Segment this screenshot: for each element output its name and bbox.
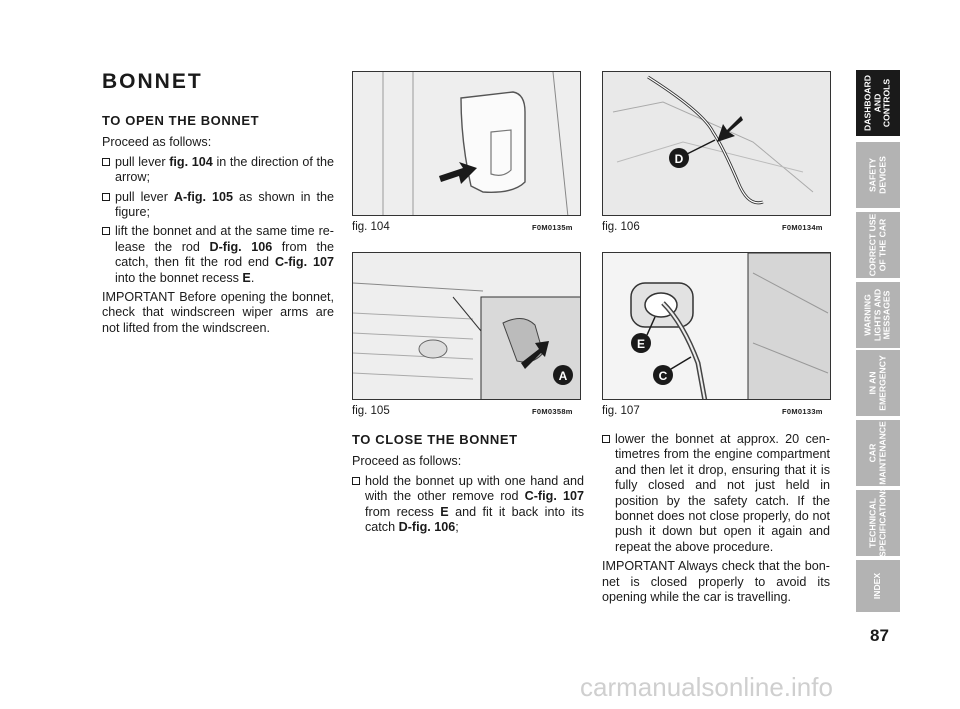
callout-a-label: A — [558, 369, 568, 383]
chapter-tab-label: SAFETY DEVICES — [867, 156, 887, 194]
fig-106-code: F0M0134m — [782, 223, 823, 232]
page-title: BONNET — [102, 70, 203, 93]
fig-ref: C-fig. 107 — [274, 255, 335, 270]
chapter-tab-label: INDEX — [872, 572, 883, 600]
bonnet-lever-illustration — [353, 72, 581, 216]
chapter-tab-correct-use[interactable] — [856, 212, 900, 278]
footer-watermark: carmanualsonline.info — [580, 672, 833, 702]
fig-105-caption: fig. 105 — [352, 405, 390, 417]
chapter-tab-warning-lights[interactable] — [856, 282, 900, 348]
fig-105-code: F0M0358m — [532, 407, 573, 416]
chapter-tab-index[interactable] — [856, 560, 900, 612]
fig-ref: E — [242, 270, 251, 285]
fig-ref: D-fig. 106 — [209, 239, 273, 254]
close-bonnet-continued — [602, 432, 830, 609]
bonnet-release-lever-illustration — [353, 253, 581, 400]
chapter-tab-label: WARNING LIGHTS AND MESSAGES — [862, 288, 892, 342]
close-bonnet-section — [352, 432, 584, 539]
fig-ref: C-fig. 107 — [524, 489, 584, 504]
figure-105 — [352, 252, 581, 400]
open-step-1: pull lever fig. 104 in the direction of the arrow; — [102, 155, 334, 186]
chapter-tab-label: IN AN EMERGENCY — [867, 355, 887, 411]
fig-ref: D-fig. 106 — [398, 520, 456, 535]
chapter-tab-label: TECHNICAL SPECIFICATIONS — [867, 485, 887, 557]
close-heading: TO CLOSE THE BONNET — [352, 432, 518, 447]
chapter-tab-label: DASHBOARD AND CONTROLS — [862, 75, 892, 131]
page-number: 87 — [870, 626, 889, 645]
close-step-1: hold the bonnet up with one hand and with the other remove rod C-fig. 107 from recess E and fit it back into its catch D-fig. 106; — [352, 474, 584, 536]
bonnet-rod-catch-illustration — [603, 72, 831, 216]
chapter-tab-maintenance[interactable] — [856, 420, 900, 486]
bonnet-rod-recess-illustration — [603, 253, 831, 400]
close-important-note: IMPORTANT Always check that the bon-net is closed properly to avoid its opening while the car is travelling. — [602, 559, 830, 605]
figure-104 — [352, 71, 581, 216]
fig-107-caption: fig. 107 — [602, 405, 640, 417]
open-important-note: IMPORTANT Before opening the bonnet, check that windscreen wiper arms are not lifted from the windscreen. — [102, 290, 334, 335]
close-intro: Proceed as follows: — [352, 454, 462, 469]
figure-107 — [602, 252, 831, 400]
fig-104-code: F0M0135m — [532, 223, 573, 232]
chapter-tab-label: CORRECT USE OF THE CAR — [867, 213, 887, 277]
close-step-2: lower the bonnet at approx. 20 cen-timetres from the engine compartment and then let it drop, ensuring that it is fully closed and not just held in position by the safety catch. If the bonnet does not close properly, do not push it down but open it again and repeat the above procedure. — [602, 432, 830, 555]
figure-106 — [602, 71, 831, 216]
fig-ref: fig. 104 — [169, 154, 213, 169]
callout-c-label: C — [658, 369, 668, 383]
open-intro: Proceed as follows: — [102, 135, 212, 150]
open-step-3: lift the bonnet and at the same time re-lease the rod D-fig. 106 from the catch, then fit the rod end C-fig. 107 into the bonnet recess E. — [102, 224, 334, 286]
fig-ref: E — [440, 504, 449, 519]
fig-ref: A-fig. 105 — [173, 189, 234, 204]
open-heading: TO OPEN THE BONNET — [102, 113, 260, 128]
callout-e-label: E — [636, 337, 646, 351]
chapter-tab-safety[interactable] — [856, 142, 900, 208]
chapter-tab-dashboard[interactable] — [856, 70, 900, 136]
open-step-2: pull lever A-fig. 105 as shown in the figure; — [102, 190, 334, 221]
chapter-tab-technical[interactable] — [856, 485, 900, 557]
callout-d-label: D — [674, 152, 684, 166]
chapter-tab-emergency[interactable] — [856, 350, 900, 416]
fig-104-caption: fig. 104 — [352, 221, 390, 233]
fig-107-code: F0M0133m — [782, 407, 823, 416]
chapter-tab-label: CAR MAINTENANCE — [867, 421, 887, 485]
open-bonnet-section — [102, 113, 334, 340]
fig-106-caption: fig. 106 — [602, 221, 640, 233]
